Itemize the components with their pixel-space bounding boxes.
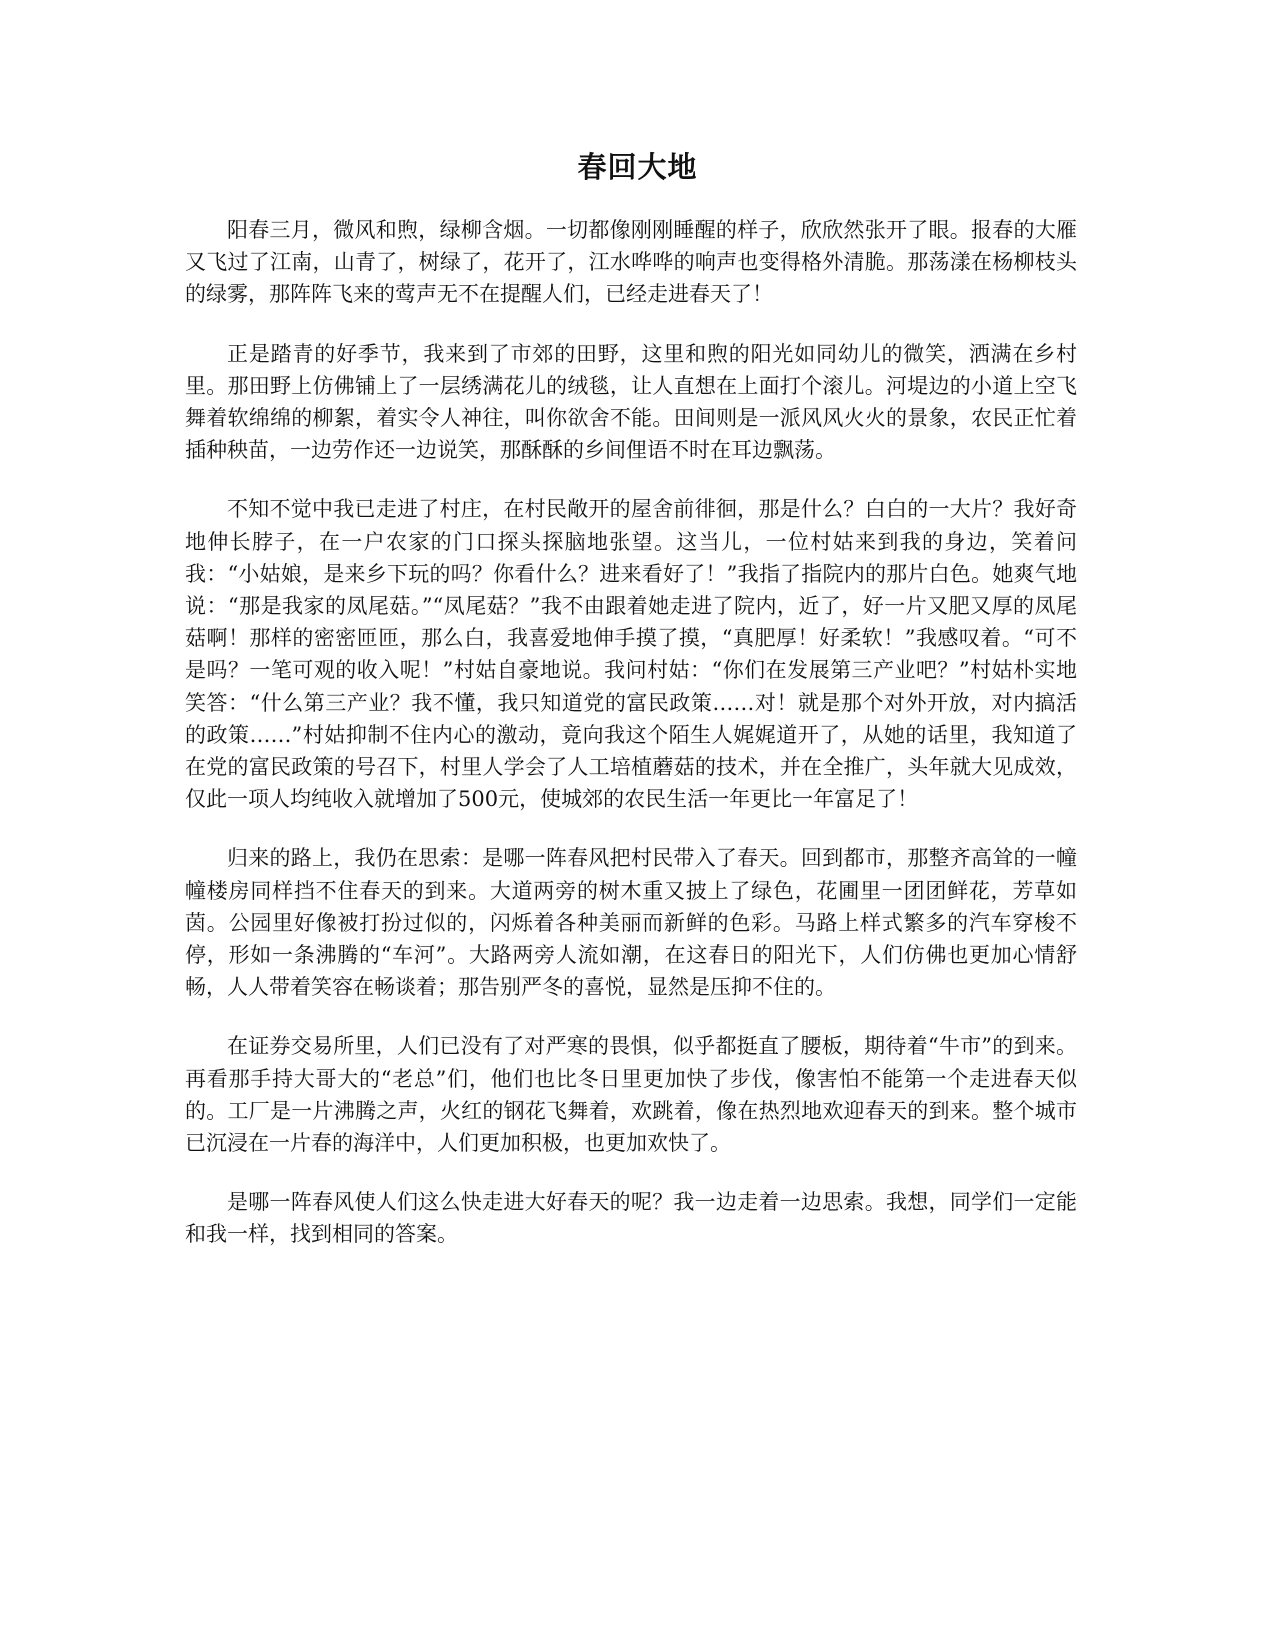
document-body	[185, 214, 1077, 1278]
paragraph-1: 阳春三月，微风和煦，绿柳含烟。一切都像刚刚睡醒的样子，欣欣然张开了眼。报春的大雁又飞过了江南，山青了，树绿了，花开了，江水哗哗的响声也变得格外清脆。那荡漾在杨柳枝头的绿雾，那阵阵飞来的莺声无不在提醒人们，已经走进春天了！	[185, 218, 1077, 307]
paragraph-3: 不知不觉中我已走进了村庄，在村民敞开的屋舍前徘徊，那是什么？白白的一大片？我好奇地伸长脖子，在一户农家的门口探头探脑地张望。这当儿，一位村姑来到我的身边，笑着问我：“小姑娘，是来乡下玩的吗？你看什么？进来看好了！”我指了指院内的那片白色。她爽气地说：“那是我家的凤尾菇。”“凤尾菇？”我不由跟着她走进了院内，近了，好一片又肥又厚的凤尾菇啊！那样的密密匝匝，那么白，我喜爱地伸手摸了摸，“真肥厚！好柔软！”我感叹着。“可不是吗？一笔可观的收入呢！”村姑自豪地说。我问村姑：“你们在发展第三产业吧？”村姑朴实地笑答：“什么第三产业？我不懂，我只知道党的富民政策……对！就是那个对外开放，对内搞活的政策……”村姑抑制不住内心的激动，竟向我这个陌生人娓娓道开了，从她的话里，我知道了在党的富民政策的号召下，村里人学会了人工培植蘑菇的技术，并在全推广，头年就大见成效，仅此一项人均纯收入就增加了500元，使城郊的农民生活一年更比一年富足了！	[185, 497, 1077, 812]
document-title: 春回大地	[577, 150, 698, 184]
paragraph-2: 正是踏青的好季节，我来到了市郊的田野，这里和煦的阳光如同幼儿的微笑，洒满在乡村里。那田野上仿佛铺上了一层绣满花儿的绒毯，让人直想在上面打个滚儿。河堤边的小道上空飞舞着软绵绵的柳絮，着实令人神往，叫你欲舍不能。田间则是一派风风火火的景象，农民正忙着插种秧苗，一边劳作还一边说笑，那酥酥的乡间俚语不时在耳边飘荡。	[185, 341, 1077, 463]
paragraph-4: 归来的路上，我仍在思索：是哪一阵春风把村民带入了春天。回到都市，那整齐高耸的一幢幢楼房同样挡不住春天的到来。大道两旁的树木重又披上了绿色，花圃里一团团鲜花，芳草如茵。公园里好像被打扮过似的，闪烁着各种美丽而新鲜的色彩。马路上样式繁多的汽车穿梭不停，形如一条沸腾的“车河”。大路两旁人流如潮，在这春日的阳光下，人们仿佛也更加心情舒畅，人人带着笑容在畅谈着；那告别严冬的喜悦，显然是压抑不住的。	[185, 846, 1077, 1000]
paragraph-5: 在证券交易所里，人们已没有了对严寒的畏惧，似乎都挺直了腰板，期待着“牛市”的到来。再看那手持大哥大的“老总”们，他们也比冬日里更加快了步伐，像害怕不能第一个走进春天似的。工厂是一片沸腾之声，火红的钢花飞舞着，欢跳着，像在热烈地欢迎春天的到来。整个城市已沉浸在一片春的海洋中，人们更加积极，也更加欢快了。	[185, 1034, 1077, 1156]
paragraph-6: 是哪一阵春风使人们这么快走进大好春天的呢？我一边走着一边思索。我想，同学们一定能和我一样，找到相同的答案。	[185, 1190, 1077, 1247]
